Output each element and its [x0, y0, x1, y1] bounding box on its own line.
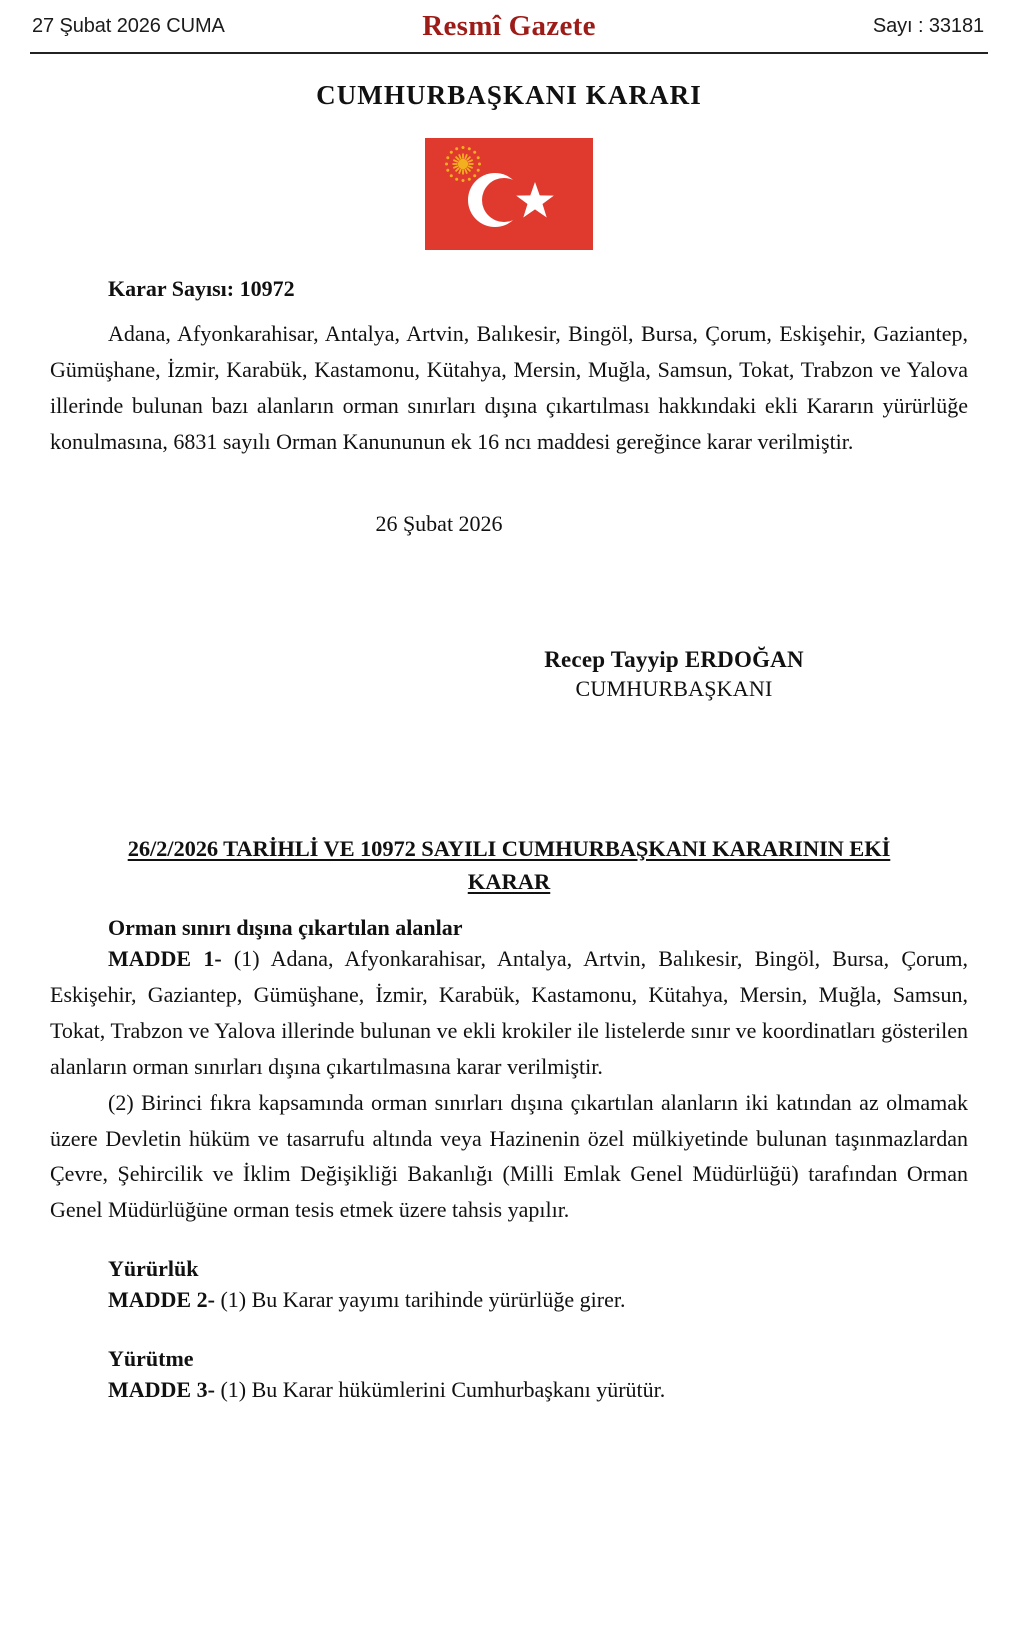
article-2-text: (1) Bu Karar yayımı tarihinde yürürlüğe girer.: [220, 1287, 626, 1313]
gazette-issue-number: Sayı : 33181: [872, 14, 984, 37]
masthead-divider: [30, 52, 988, 54]
annex-heading-text: 26/2/2026 TARİHLİ VE 10972 SAYILI CUMHURBAŞKANI KARARININ EKİ: [127, 836, 891, 862]
article-2-body: [108, 1282, 968, 1318]
article-3-label: MADDE 3-: [108, 1377, 215, 1403]
article-1-clause-2: [50, 1085, 968, 1228]
article-1-clause-2-marker: (2): [108, 1089, 134, 1115]
article-2-block: [50, 1256, 968, 1318]
page-title: CUMHURBAŞKANI KARARI: [316, 80, 702, 110]
signatory-title: CUMHURBAŞKANI: [575, 676, 773, 702]
annex-subheading: [50, 869, 968, 895]
signature-block: [50, 647, 968, 702]
article-1-clause-1-marker: (1): [233, 946, 260, 972]
article-1-clause-1-text: Adana, Afyonkarahisar, Antalya, Artvin, Balıkesir, Bingöl, Bursa, Çorum, Eskişehir, Gaziantep, Gümüşhane, İzmir, Karabük, Kastamonu, Kütahya, Mersin, Muğla, Samsun, Tokat, Trabzon ve Yalova illerinde bulunan ve ekli krokiler ile listelerde sınır ve koordinatları gösterilen alanların orman sınırları dışına çıkartılmasına karar verilmiştir.: [50, 946, 968, 1079]
masthead: [0, 0, 1018, 52]
article-2-label: MADDE 2-: [108, 1287, 215, 1313]
decision-number: Karar Sayısı: 10972: [108, 276, 295, 301]
gazette-date: 27 Şubat 2026 CUMA: [32, 14, 225, 37]
annex-section: [50, 832, 968, 1407]
article-3-body: [108, 1372, 968, 1408]
page-content: [0, 80, 1018, 1408]
article-2-caption: Yürürlük: [108, 1256, 199, 1282]
gazette-title: Resmî Gazete: [422, 9, 596, 42]
article-3-text: (1) Bu Karar hükümlerini Cumhurbaşkanı yürütür.: [220, 1377, 666, 1403]
annex-heading: [50, 832, 968, 867]
article-1-caption: Orman sınırı dışına çıkartılan alanlar: [108, 915, 463, 941]
turkish-presidential-flag-icon: [425, 138, 593, 250]
decision-date: 26 Şubat 2026: [375, 511, 503, 537]
article-3-block: [50, 1346, 968, 1408]
article-1-clause-1: [50, 941, 968, 1084]
article-1-label: MADDE 1-: [108, 946, 222, 972]
signatory-name: Recep Tayyip ERDOĞAN: [544, 647, 804, 673]
preamble-paragraph: Adana, Afyonkarahisar, Antalya, Artvin, Balıkesir, Bingöl, Bursa, Çorum, Eskişehir, Gaziantep, Gümüşhane, İzmir, Karabük, Kastamonu, Kütahya, Mersin, Muğla, Samsun, Tokat, Trabzon ve Yalova illerinde bulunan bazı alanların orman sınırları dışına çıkartılması hakkındaki ekli Kararın yürürlüğe konulmasına, 6831 sayılı Orman Kanununun ek 16 ncı maddesi gereğince karar verilmiştir.: [50, 321, 968, 454]
seal-container: [50, 138, 968, 250]
article-1-clause-2-text: Birinci fıkra kapsamında orman sınırları dışına çıkartılan alanların iki katından az olmamak üzere Devletin hüküm ve tasarrufu altında veya Hazinenin özel mülkiyetinde bulunan taşınmazlardan Çevre, Şehircilik ve İklim Değişikliği Bakanlığı (Milli Emlak Genel Müdürlüğü) tarafından Orman Genel Müdürlüğüne orman tesis etmek üzere tahsis yapılır.: [50, 1089, 968, 1223]
article-3-caption: Yürütme: [108, 1346, 194, 1372]
annex-subheading-text: KARAR: [467, 869, 551, 895]
